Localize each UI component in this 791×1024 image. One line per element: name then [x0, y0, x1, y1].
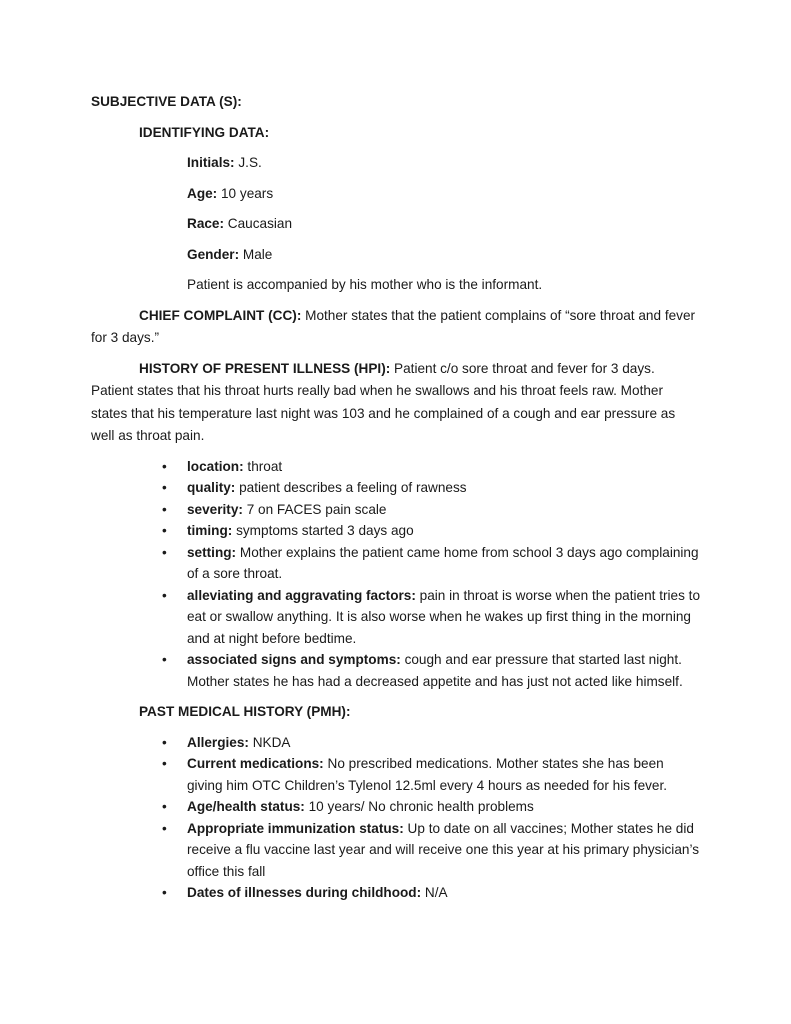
bullet-allergies-text: NKDA	[248, 734, 291, 750]
chief-complaint-text: Mother states that the patient complains of “sore throat and fever for 3 days.”	[91, 307, 696, 345]
field-age-label: Age:	[187, 185, 218, 201]
pmh-bullet-list	[91, 732, 700, 904]
field-gender-label: Gender:	[187, 246, 240, 262]
field-race	[187, 213, 700, 236]
field-race-label: Race:	[187, 216, 225, 231]
bullet-location	[187, 456, 700, 478]
field-initials-label: Initials:	[187, 155, 235, 170]
field-initials	[187, 152, 700, 175]
field-informant-note-value: Patient is accompanied by his mother who is the informant.	[187, 277, 543, 292]
hpi-bullet-list	[91, 456, 700, 693]
bullet-severity-text: 7 on FACES pain scale	[242, 501, 387, 517]
hpi-text: Patient c/o sore throat and fever for 3 days. Patient states that his throat hurts really bad when he swallows and his throat feels raw. Mother states that his temperature last night was 103 and he complained of a cough and ear pressure as well as throat pain.	[91, 360, 676, 443]
field-gender-value: Male	[239, 246, 273, 262]
bullet-current-medications-text: No prescribed medications. Mother states she has been giving him OTC Children’s Tylenol 12.5ml every 4 hours as needed for his fever.	[187, 756, 668, 793]
bullet-location-label: location:	[187, 458, 244, 474]
bullet-immunization-status	[187, 818, 700, 883]
bullet-alleviating-aggravating-text: pain in throat is worse when the patient tries to eat or swallow anything. It is also worse when he wakes up first thing in the morning and at night before bedtime.	[187, 587, 701, 646]
bullet-severity-label: severity:	[187, 501, 243, 517]
bullet-allergies	[187, 732, 700, 754]
bullet-associated-signs	[187, 649, 700, 692]
bullet-setting-text: Mother explains the patient came home from school 3 days ago complaining of a sore throat.	[187, 544, 699, 581]
field-gender	[187, 244, 700, 267]
bullet-current-medications	[187, 753, 700, 796]
field-age	[187, 183, 700, 206]
heading-past-medical-history-text: PAST MEDICAL HISTORY (PMH):	[139, 704, 351, 719]
bullet-immunization-status-text: Up to date on all vaccines; Mother states he did receive a flu vaccine last year and will receive one this year at his primary physician’s office this fall	[187, 820, 700, 879]
heading-identifying-data	[139, 122, 700, 145]
bullet-immunization-status-label: Appropriate immunization status:	[187, 820, 404, 836]
bullet-current-medications-label: Current medications:	[187, 756, 324, 771]
field-age-value: 10 years	[217, 185, 274, 201]
bullet-timing	[187, 520, 700, 542]
hpi-paragraph	[91, 358, 700, 448]
bullet-allergies-label: Allergies:	[187, 734, 249, 750]
field-initials-value: J.S.	[234, 155, 262, 170]
heading-subjective-data-text: SUBJECTIVE DATA (S):	[91, 94, 242, 109]
chief-complaint-paragraph	[91, 305, 700, 350]
heading-subjective-data	[91, 91, 700, 114]
bullet-age-health-status-text: 10 years/ No chronic health problems	[304, 799, 534, 814]
bullet-timing-text: symptoms started 3 days ago	[232, 523, 414, 538]
field-informant-note	[187, 274, 700, 297]
bullet-quality-label: quality:	[187, 480, 236, 495]
heading-past-medical-history	[139, 701, 700, 724]
bullet-setting	[187, 542, 700, 585]
bullet-timing-label: timing:	[187, 523, 233, 538]
bullet-setting-label: setting:	[187, 544, 237, 560]
bullet-quality	[187, 477, 700, 499]
hpi-label: HISTORY OF PRESENT ILLNESS (HPI):	[139, 360, 391, 376]
heading-identifying-data-text: IDENTIFYING DATA:	[139, 124, 270, 140]
bullet-age-health-status	[187, 796, 700, 818]
bullet-quality-text: patient describes a feeling of rawness	[235, 480, 467, 495]
chief-complaint-label: CHIEF COMPLAINT (CC):	[139, 307, 302, 323]
bullet-alleviating-aggravating	[187, 585, 700, 650]
bullet-childhood-illnesses	[187, 882, 700, 904]
bullet-associated-signs-text: cough and ear pressure that started last night. Mother states he has had a decreased appetite and has just not acted like himself.	[187, 652, 683, 689]
bullet-childhood-illnesses-label: Dates of illnesses during childhood:	[187, 885, 422, 900]
bullet-alleviating-aggravating-label: alleviating and aggravating factors:	[187, 587, 416, 603]
bullet-childhood-illnesses-text: N/A	[421, 885, 448, 900]
bullet-location-text: throat	[243, 458, 283, 474]
bullet-associated-signs-label: associated signs and symptoms:	[187, 652, 401, 667]
field-race-value: Caucasian	[224, 216, 293, 231]
bullet-severity	[187, 499, 700, 521]
bullet-age-health-status-label: Age/health status:	[187, 799, 305, 814]
